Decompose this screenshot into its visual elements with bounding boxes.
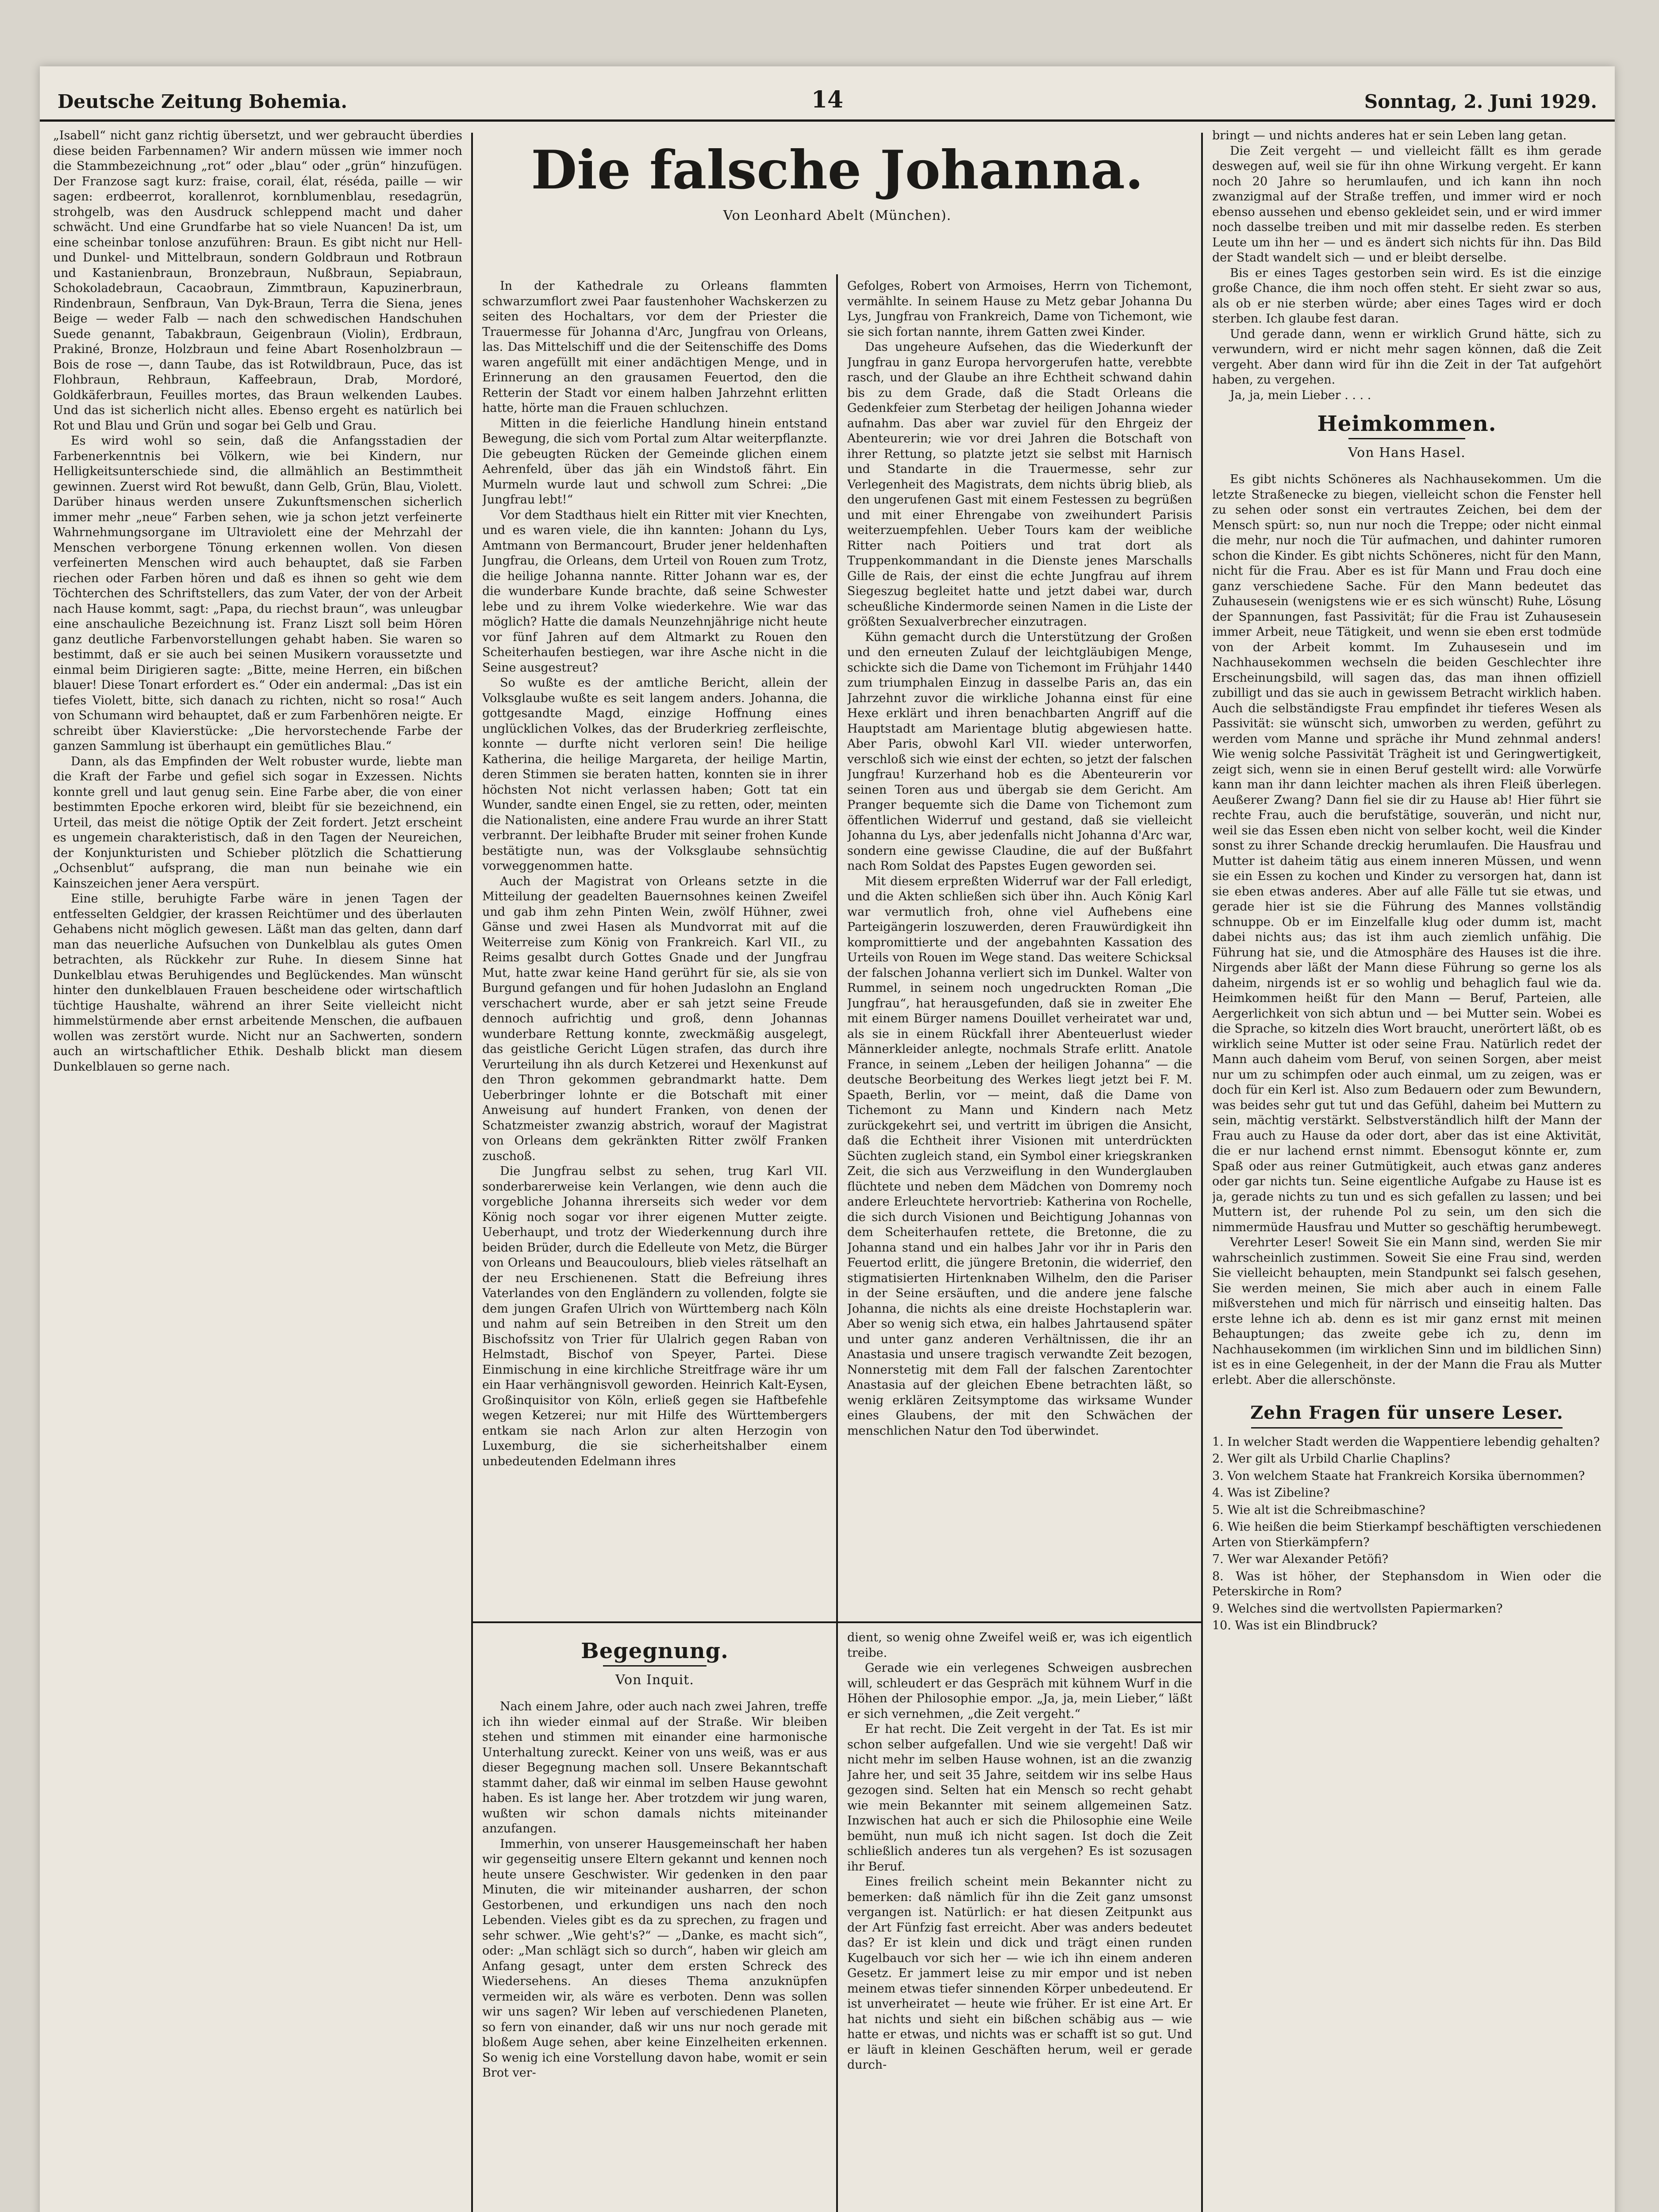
paragraph: Gefolges, Robert von Armoises, Herrn von Tichemont, vermählte. In seinem Hause zu Metz gebar Johanna Du Lys, Jungfrau von Frankreich, Dame von Tichemont, wie sie sich fortan nannte, ihrem Gatten zwei Kinder. (847, 279, 1192, 339)
question-list (1212, 1435, 1601, 1634)
paragraph: Die Jungfrau selbst zu sehen, trug Karl VII. sonderbarerweise kein Verlangen, wie denn auch die vorgebliche Johanna ihrerseits sich weder vor dem König noch sogar vor ihrer eigenen Mutter zeigte. Ueberhaupt, und trotz der Wiederkennung durch ihre beiden Brüder, durch die Edelleute von Metz, die Bürger von Orleans und Beaucoulours, blieb vieles rätselhaft an der neu Erschienenen. Statt die Befreiung ihres Vaterlandes von den Engländern zu vollenden, folgte sie dem jungen Grafen Ulrich von Württemberg nach Köln und nahm auf sein Betreiben in den Streit um den Bischofssitz von Trier für Ulalrich gegen Raban von Helmstadt, Bischof von Speyer, Partei. Diese Einmischung in eine kirchliche Streitfrage wäre ihr um ein Haar verhängnisvoll geworden. Heinrich Kalt-Eysen, Großinquisitor von Köln, erließ gegen sie Haftbefehle wegen Ketzerei; nur mit Hilfe des Württembergers entkam sie nach Arlon zur alten Herzogin von Luxemburg, die sie sicherheitshalber einem unbedeutenden Edelmann ihres (482, 1164, 827, 1468)
right-column (1212, 128, 1601, 2212)
paragraph: Nach einem Jahre, oder auch nach zwei Jahren, treffe ich ihn wieder einmal auf der Straße. Wir bleiben stehen und stimmen mit einander eine harmonische Unterhaltung zureckt. Keiner von uns weiß, was er aus dieser Begegnung machen soll. Unsere Bekanntschaft stammt daher, daß wir einmal im selben Hause gewohnt haben. Es ist lange her. Aber trotzdem wir jung waren, wußten wir schon damals nichts miteinander anzufangen. (482, 1700, 827, 1836)
question-item: 2. Wer gilt als Urbild Charlie Chaplins? (1212, 1452, 1450, 1466)
column-rule (471, 133, 473, 2212)
question-item: 10. Was ist ein Blindbruck? (1212, 1619, 1378, 1632)
article-column-2 (847, 279, 1192, 1615)
page-number: 14 (811, 86, 844, 113)
question-item: 8. Was ist höher, der Stephansdom in Wien oder die Peterskirche in Rom? (1212, 1569, 1601, 1598)
question-item: 9. Welches sind die wertvollsten Papiermarken? (1212, 1601, 1503, 1616)
column-rule (836, 274, 838, 1765)
paragraph: Mitten in die feierliche Handlung hinein entstand Bewegung, die sich vom Portal zum Altar weiterpflanzte. Die gebeugten Rücken der Gemeinde glichen einem Aehrenfeld, über das jäh ein Windstoß fährt. Ein Murmeln wurde laut und schwoll zum Schrei: „Die Jungfrau lebt!“ (482, 416, 827, 507)
question-item: 5. Wie alt ist die Schreibmaschine? (1212, 1503, 1425, 1517)
page-header (40, 66, 1615, 122)
paragraph: bringt — und nichts anderes hat er sein Leben lang getan. (1212, 129, 1567, 142)
paragraph: In der Kathedrale zu Orleans flammten schwarzumflort zwei Paar faustenhoher Wachskerzen zu seiten des Hochaltars, vor dem der Priester die Trauermesse für Johanna d'Arc, Jungfrau von Orleans, las. Das Mittelschiff und die der Seitenschiffe des Doms waren angefüllt mit einer andächtigen Menge, und in Erinnerung an den grausamen Feuertod, den die Retterin der Stadt vor einem halben Jahrzehnt erlitten hatte, hörte man die Frauen schluchzen. (482, 279, 827, 415)
begegnung-column-1 (482, 1630, 827, 2212)
section-rule (473, 1621, 1201, 1623)
paragraph: Es gibt nichts Schöneres als Nachhausekommen. Um die letzte Straßenecke zu biegen, vielleicht schon die Fenster hell zu sehen oder sonst ein vertrautes Zeichen, bei dem der Mensch spürt: so, nun nur noch die Treppe; oder nicht einmal die mehr, nur noch die Tür aufmachen, und dahinter rumoren schon die Kinder. Es gibt nichts Schöneres, nicht für den Mann, nicht für die Frau. Aber es ist für Mann und Frau doch eine ganz verschiedene Sache. Für den Mann bedeutet das Zuhausesein (wenigstens wie er es sich wünscht) Ruhe, Lösung der Spannungen, fast Passivität; für die Frau ist Zuhausesein immer Arbeit, neue Tätigkeit, und wenn sie eben erst todmüde von der Arbeit kommt. Im Zuhausesein und im Nachhausekommen wechseln die beiden Geschlechter ihre Erscheinungsbild, will sagen das, das man ihnen offiziell zubilligt und das sie auch in gewissem Betracht wirklich haben. Auch die selbständigste Frau empfindet ihr tieferes Wesen als Passivität: sie wünscht sich, umworben zu werden, geführt zu werden vom Manne und spräche ihr Mund zehnmal anders! Wie wenig solche Passivität Trägheit ist und Geringwertigkeit, zeigt sich, wenn sie in einen Beruf gestellt wird: alle Vorwürfe kann man ihr dann leichter machen als ihren Fleiß überlegen. Aeußerer Zwang? Dann fiel sie dir zu Hause ab! Hier führt sie rechte Frau, auch die berufstätige, souverän, und nicht nur, weil sie das Essen eben nicht von selber kocht, weil die Kinder sonst zu ihrer Schande dreckig herumlaufen. Die Hausfrau und Mutter ist daheim tätig aus einem inneren Müssen, und wenn sie ein Essen zu kochen und Kinder zu versorgen hat, dann ist sie eben etwas anderes. Aber auf alle Fälle tut sie etwas, und gerade hier ist sie die Führung des Mannes vollständig schnuppe. Ob er im Einzelfalle klug oder dumm ist, macht dabei nichts aus; das ist ihm auch ziemlich unfähig. Die Führung hat sie, und die Atmosphäre des Hauses ist die ihre. Nirgends aber läßt der Mann diese Führung so gerne los als daheim, nirgends ist er so wohlig und behaglich faul wie da. Heimkommen heißt für den Mann — Beruf, Parteien, alle Aergerlichkeit von sich abtun und — bei Mutter sein. Wobei es die Sprache, so kitzeln dies Wort braucht, unerörtert läßt, ob es wirklich seine Mutter ist oder seine Frau. Natürlich redet der Mann auch daheim vom Beruf, von seinen Sorgen, aber meist nur um zu schimpfen oder auch einmal, um zu zeigen, was er doch für ein Kerl ist. Also zum Bedauern oder zum Bewundern, was beides sehr gut tut und das Gefühl, daheim bei Muttern zu sein, mächtig verstärkt. Selbstverständlich hilft der Mann der Frau auch zu Hause da oder dort, aber das ist eine Aktivität, die er nur lachend ernst nimmt. Ebensogut könnte er, zum Spaß oder aus reiner Gutmütigkeit, auch etwas ganz anderes oder gar nichts tun. Seine eigentliche Aufgabe zu Hause ist es ja, gerade nichts zu tun und es sich gefallen zu lassen; und bei Muttern ist, der ruhende Pol zu sein, um den sich die nimmermüde Hausfrau und Mutter so geschäftig herumbewegt. (1212, 472, 1601, 1234)
article-column-1 (482, 279, 827, 1615)
paragraph: Vor dem Stadthaus hielt ein Ritter mit vier Knechten, und es waren viele, die ihn kannten: Johann du Lys, Amtmann von Bermancourt, Bruder jener heldenhaften Jungfrau, die Orleans, dem Urteil von Rouen zum Trotz, die heilige Johanna nannte. Ritter Johann war es, der die wunderbare Kunde brachte, daß seine Schwester lebe und zu ihrem Volke wiederkehre. Wie war das möglich? Hatte die damals Neunzehnjährige nicht heute vor fünf Jahren auf dem Altmarkt zu Rouen den Scheiterhaufen bestiegen, war ihre Asche nicht in die Seine ausgestreut? (482, 508, 827, 675)
article-byline: Von Leonhard Abelt (München). (723, 208, 952, 223)
begegnung-column-2 (847, 1630, 1192, 2212)
paragraph: Verehrter Leser! Soweit Sie ein Mann sind, werden Sie mir wahrscheinlich zustimmen. Soweit Sie eine Frau sind, werden Sie vielleicht behaupten, mein Standpunkt sei falsch gesehen, Sie werden meinen, Sie mich aber auch in einem Falle mißverstehen und mich für närrisch und einseitig halten. Das erste lehne ich ab. denn es ist mir ganz ernst mit meinen Behauptungen; das zweite gebe ich zu, denn im Nachhausekommen (im wirklichen Sinn und im bildlichen Sinn) ist es in eine Gelegenheit, in der der Mann die Frau als Mutter erlebt. Aber die allerschönste. (1212, 1236, 1601, 1387)
left-column (53, 128, 462, 2212)
title-underline (1348, 438, 1465, 439)
paragraph: Das ungeheure Aufsehen, das die Wiederkunft der Jungfrau in ganz Europa hervorgerufen hatte, verebbte rasch, und der Glaube an ihre Echtheit schwand dahin bis zu dem Grade, daß die Stadt Orleans die Gedenkfeier zum Sterbetag der heiligen Johanna wieder aufnahm. Das aber war zuviel für den Ehrgeiz der Abenteurerin; wie vor drei Jahren die Botschaft von ihrer Rettung, so platzte jetzt sie selbst mit Harnisch und Standarte in die Trauermesse, sehr zur Verlegenheit des Magistrats, dem nichts übrig blieb, als den ungerufenen Gast mit einem Festessen zu begrüßen und mit einer Ehrengabe von zweihundert Parisis weiterzuempfehlen. Ueber Tours kam der weibliche Ritter nach Poitiers und trat dort als Truppenkommandant in die Dienste jenes Marschalls Gille de Rais, der einst die echte Jungfrau auf ihrem Siegeszug begleitet hatte und jetzt dabei war, durch scheußliche Kindermorde seinen Namen in die Liste der größten Sexualverbrecher einzutragen. (847, 340, 1192, 629)
paragraph: Bis er eines Tages gestorben sein wird. Es ist die einzige große Chance, die ihm noch offen steht. Er sieht zwar so aus, als ob er nie sterben würde; aber eines Tages wird er doch sterben. Ich glaube fest daran. (1212, 266, 1601, 326)
column-rule (836, 1628, 838, 2212)
paragraph: Mit diesem erpreßten Widerruf war der Fall erledigt, und die Akten schließen sich über ihn. Auch König Karl war vermutlich froh, ohne viel Aufhebens eine Parteigängerin loszuwerden, deren Frauwürdigkeit ihn kompromittierte und der angebahnten Kassation des Urteils von Rouen im Wege stand. Das weitere Schicksal der falschen Johanna verliert sich im Dunkel. Walter von Rummel, in seinem noch ungedruckten Roman „Die Jungfrau“, hat herausgefunden, daß sie in zweiter Ehe mit einem Bürger namens Douillet verheiratet war und, als sie in einem Rückfall ihrer Abenteuerlust wieder Männerkleider anlegte, nochmals Strafe erlitt. Anatole France, in seinem „Leben der heiligen Johanna“ — die deutsche Beorbeitung des Werkes liegt jetzt bei F. M. Spaeth, Berlin, vor — meint, daß die Dame von Tichemont zu Mann und Kindern nach Metz zurückgekehrt sei, und vertritt im übrigen die Ansicht, daß die Echtheit ihrer Visionen mit unterdrückten Süchten zugleich stand, ein Symbol einer kriegskranken Zeit, die sich aus Verzweiflung in den Wunderglauben flüchtete und neben dem Mädchen von Domremy noch andere Erleuchtete hervortrieb: Katherina von Rochelle, die sich durch Visionen und Beichtigung Johannas von dem Scheiterhaufen rettete, die Bretonne, die zu Johanna stand und ein halbes Jahr vor ihr in Paris den Feuertod erlitt, die jüngere Bretonin, die widerrief, den stigmatisierten Hirtenknaben Wilhelm, den die Pariser in der Seine ersäuften, und die andere jene falsche Johanna, die nichts als eine dreiste Hochstaplerin war. Aber so wenig sich etwa, ein halbes Jahrtausend später und unter ganz anderen Verhältnissen, die ihr an Anastasia und unsere tragisch verwandte Zeit bezogen, Nonnerstetig mit dem Fall der falschen Zarentochter Anastasia auf der gleichen Ebene betrachten läßt, so wenig erklären Zeitsymptome das wirksame Wunder eines Glaubens, der mit den Schwächen der menschlichen Natur den Tod überwindet. (847, 874, 1192, 1438)
paragraph: dient, so wenig ohne Zweifel weiß er, was ich eigentlich treibe. (847, 1631, 1192, 1660)
paragraph: Er hat recht. Die Zeit vergeht in der Tat. Es ist mir schon selber aufgefallen. Und wie sie vergeht! Daß wir nicht mehr im selben Hause wohnen, ist an die zwanzig Jahre her, und seit 35 Jahre, seitdem wir ins selbe Haus gezogen sind. Selten hat ein Mensch so recht gehabt wie mein Bekannter mit seinem allgemeinen Satz. Inzwischen hat auch er sich die Philosophie eine Weile bemüht, nun muß ich nicht sagen. Ist doch die Zeit schließlich anderes tun als vergehen? Es ist sozusagen ihr Beruf. (847, 1722, 1192, 1874)
column-rule (1201, 133, 1203, 2212)
paragraph: Die Zeit vergeht — und vielleicht fällt es ihm gerade deswegen auf, weil sie für ihn ohne Wirkung vergeht. Er kann noch 20 Jahre so herumlaufen, und ich kann ihn noch zwanzigmal auf der Straße treffen, und immer wird er noch ebenso aussehen und ebenso gekleidet sein, und er wird immer noch dasselbe treiben und mit mir dasselbe reden. Es sterben Leute um ihn her — und es ändert sich nichts für ihn. Das Bild der Stadt wandelt sich — und er bleibt derselbe. (1212, 144, 1601, 265)
paragraph: Kühn gemacht durch die Unterstützung der Großen und den erneuten Zulauf der leichtgläubigen Menge, schickte sich die Dame von Tichemont im Frühjahr 1440 zum triumphalen Einzug in dasselbe Paris an, das ein Jahrzehnt zuvor die wirkliche Johanna einst für eine Hexe erklärt und ihren benachbarten Angriff auf die Hauptstadt am Marientage blutig abgewiesen hatte. Aber Paris, obwohl Karl VII. wieder unterworfen, verschloß sich wie einst der echten, so jetzt der falschen Jungfrau! Kurzerhand hob es die Abenteurerin vor seinen Toren aus und übergab sie dem Gericht. Am Pranger bequemte sich die Dame von Tichemont zum öffentlichen Widerruf und gestand, daß sie vielleicht Johanna du Lys, aber jedenfalls nicht Johanna d'Arc war, sondern eine gewisse Claudine, die auf der Bußfahrt nach Rom Soldat des Papstes Eugen geworden sei. (847, 630, 1192, 873)
zehn-fragen-title: Zehn Fragen für unsere Leser. (1250, 1402, 1563, 1423)
paragraph: Ja, ja, mein Lieber . . . . (1230, 388, 1371, 402)
newspaper-page (40, 66, 1615, 2212)
question-item: 1. In welcher Stadt werden die Wappentiere lebendig gehalten? (1212, 1435, 1600, 1449)
question-item: 4. Was ist Zibeline? (1212, 1486, 1330, 1500)
paragraph: Eine stille, beruhigte Farbe wäre in jenen Tagen der entfesselten Geldgier, der krassen Reichtümer und des überlauten Gehabens nicht möglich gewesen. Läßt man das gelten, dann darf man das neuerliche Aufsuchen von Dunkelblau als gutes Omen betrachten, als Rückkehr zur Ruhe. In diesem Sinne hat Dunkelblau etwas Beruhigendes und Beglückendes. Man wünscht hinter den dunkelblauen Frauen bescheidene oder wirtschaftlich tüchtige Haushalte, während an ihrer Seite vielleicht nicht himmelstürmende aber ernst arbeitende Menschen, die aufbauen wollen was zerstört wurde. Nicht nur an Sachwerten, sondern auch an wirtschaftlicher Ethik. Deshalb blickt man diesem Dunkelblauen so gerne nach. (53, 892, 462, 1074)
begegnung-byline: Von Inquit. (615, 1672, 694, 1688)
issue-date: Sonntag, 2. Juni 1929. (1364, 91, 1597, 112)
title-underline (1251, 1427, 1563, 1429)
begegnung-title: Begegnung. (581, 1639, 729, 1663)
heimkommen-title: Heimkommen. (1317, 411, 1497, 436)
paragraph: „Isabell“ nicht ganz richtig übersetzt, und wer gebraucht überdies diese beiden Farbennamen? Wir andern müssen wie immer noch die Stammbezeichnung „rot“ oder „blau“ oder „grün“ hinzufügen. Der Franzose sagt kurz: fraise, corail, élat, réséda, paille — wir sagen: erdbeerrot, korallenrot, kornblumenblau, resedagrün, strohgelb, was den Ausdruck schleppend macht und daher schwächt. Und eine Grundfarbe hat so viele Nuancen! Da ist, um eine scheinbar tonlose anzuführen: Braun. Es gibt nicht nur Hell- und Dunkel- und Mittelbraun, sondern Goldbraun und Rotbraun und Kastanienbraun, Bronzebraun, Nußbraun, Sepiabraun, Schokoladebraun, Cacaobraun, Zimmtbraun, Kapuzinerbraun, Rindenbraun, Senfbraun, Van Dyk-Braun, Terra die Siena, jenes Beige — weder Falb — nach den schwedischen Handschuhen Suede genannt, Tabakbraun, Geigenbraun (Violin), Erdbraun, Prakiné, Bronze, Holzbraun und feine Abart Rosenholzbraun — Bois de rose —, dann Taube, das ist Rotwildbraun, Puce, das ist Flohbraun, Rehbraun, Kaffeebraun, Drab, Mordoré, Goldkäferbraun, Feuilles mortes, das Braun welkenden Laubes. Und das ist sicherlich nicht alles. Ebenso ergeht es natürlich bei Rot und Blau und Grün und sogar bei Gelb und Grau. (53, 129, 462, 433)
heimkommen-byline: Von Hans Hasel. (1348, 445, 1466, 461)
article-header (482, 133, 1192, 235)
paragraph: Und gerade dann, wenn er wirklich Grund hätte, sich zu verwundern, wird er nicht mehr sagen können, daß die Zeit vergeht. Aber dann wird für ihn die Zeit in der Tat aufgehört haben, zu vergehen. (1212, 327, 1601, 387)
article-title: Die falsche Johanna. (531, 139, 1144, 201)
paragraph: Eines freilich scheint mein Bekannter nicht zu bemerken: daß nämlich für ihn die Zeit ganz umsonst vergangen ist. Natürlich: er hat diesen Zeitpunkt aus der Art Fünfzig fast erreicht. Aber was anders bedeutet das? Er ist klein und dick und trägt einen runden Kugelbauch vor sich her — wie ich ihn einem anderen Gesetz. Er jammert leise zu mir empor und ist neben meinem etwas tiefer sinnenden Körper unbedeutend. Er ist unverheiratet — heute wie früher. Er ist eine Art. Er hat nichts und sieht ein bißchen schäbig aus — wie hatte er etwas, und nichts was er schafft ist so gut. Und er läuft in kleinen Geschäften herum, weil er gerade durch- (847, 1875, 1192, 2072)
paragraph: Auch der Magistrat von Orleans setzte in die Mitteilung der geadelten Bauernsohnes keinen Zweifel und gab ihm zehn Pinten Wein, zwölf Hühner, zwei Gänse und zwei Hasen als Mundvorrat mit auf die Weiterreise zum König von Frankreich. Karl VII., zu Reims gesalbt durch Gottes Gnade und der Jungfrau Mut, hatte zwar keine Hand gerührt für sie, als sie von Burgund gefangen und für hohen Judaslohn an England verschachert wurde, aber er sah jetzt seine Freude dennoch aufrichtig und groß, denn Johannas wunderbare Rettung konnte, zweckmäßig ausgelegt, das geistliche Gericht Lügen strafen, das durch ihre Verurteilung ihn als durch Ketzerei und Hexenkunst auf den Thron gekommen gebrandmarkt hatte. Dem Ueberbringer lohnte er die Botschaft mit einer Anweisung auf hundert Franken, von denen der Schatzmeister zwanzig abstrich, worauf der Magistrat von Orleans dem gekränkten Ritter zwölf Franken zuschoß. (482, 874, 827, 1163)
title-underline (603, 1665, 707, 1667)
paragraph: Es wird wohl so sein, daß die Anfangsstadien der Farbenerkenntnis bei Völkern, wie bei Kindern, nur Helligkeitsunterschiede sind, die allmählich an Bestimmtheit gewinnen. Zuerst wird Rot bewußt, dann Gelb, Grün, Blau, Violett. Darüber hinaus werden unsere Zukunftsmenschen sicherlich immer mehr „neue“ Farben sehen, wie ja schon jetzt verfeinerte Wahrnehmungsorgane im Ultraviolett eine der Mehrzahl der Menschen verborgene Tönung erkennen wollen. Von diesen verfeinerten Menschen wird auch behauptet, daß sie Farben riechen oder Farben hören und daß es ihnen so geht wie dem Töchterchen des Schriftstellers, das zum Vater, der von der Arbeit nach Hause kommt, sagt: „Papa, du riechst braun“, was unleugbar eine anschauliche Bezeichnung ist. Franz Liszt soll beim Hören ganz deutliche Farbenvorstellungen gehabt haben. Sie waren so bestimmt, daß er sie auch bei seinen Musikern voraussetzte und einmal beim Dirigieren sagte: „Bitte, meine Herren, ein bißchen blauer! Diese Tonart erfordert es.“ Oder ein andermal: „Das ist ein tiefes Violett, bitte, sich danach zu richten, nicht so rosa!“ Auch von Schumann wird behauptet, daß er zum Farbenhören neigte. Er schreibt über Klavierstücke: „Die hervorstechende Farbe der ganzen Sammlung ist überhaupt ein gemütliches Blau.“ (53, 434, 462, 753)
question-item: 6. Wie heißen die beim Stierkampf beschäftigten verschiedenen Arten von Stierkämpfern? (1212, 1520, 1601, 1549)
question-item: 7. Wer war Alexander Petöfi? (1212, 1552, 1389, 1566)
newspaper-name: Deutsche Zeitung Bohemia. (58, 91, 347, 112)
paragraph: Immerhin, von unserer Hausgemeinschaft her haben wir gegenseitig unsere Eltern gekannt und kennen noch heute unsere Geschwister. Wir gedenken in den paar Minuten, die wir miteinander ausharren, der schon Gestorbenen, und erkundigen uns nach den noch Lebenden. Vieles gibt es da zu sprechen, zu fragen und sehr schwer. „Wie geht's?“ — „Danke, es macht sich“, oder: „Man schlägt sich so durch“, haben wir gleich am Anfang gesagt, unter dem ersten Schreck des Wiedersehens. An dieses Thema anzuknüpfen vermeiden wir, als wäre es verboten. Denn was sollen wir uns sagen? Wir leben auf verschiedenen Planeten, so fern von einander, daß wir uns nur noch gerade mit bloßem Auge sehen, aber keine Einzelheiten erkennen. So wenig ich eine Vorstellung davon habe, womit er sein Brot ver- (482, 1837, 827, 2080)
question-item: 3. Von welchem Staate hat Frankreich Korsika übernommen? (1212, 1469, 1585, 1483)
paragraph: Gerade wie ein verlegenes Schweigen ausbrechen will, schleudert er das Gespräch mit kühnem Wurf in die Höhen der Philosophie empor. „Ja, ja, mein Lieber,“ läßt er sich vernehmen, „die Zeit vergeht.“ (847, 1661, 1192, 1721)
paragraph: Dann, als das Empfinden der Welt robuster wurde, liebte man die Kraft der Farbe und gefiel sich sogar in Exzessen. Nichts konnte grell und laut genug sein. Eine Farbe aber, die von einer bestimmten Epoche erkoren wird, bleibt für sie bezeichnend, ein Urteil, das meist die nötige Optik der Zeit fordert. Jetzt erscheint es ungemein charakteristisch, daß in den Tagen der Neureichen, der Konjunkturisten und Schieber plötzlich die Schattierung „Ochsenblut“ aufsprang, die man nun beinahe wie ein Kainszeichen jener Aera verspürt. (53, 754, 462, 891)
paragraph: So wußte es der amtliche Bericht, allein der Volksglaube wußte es seit langem anders. Johanna, die gottgesandte Magd, einzige Hoffnung eines unglücklichen Volkes, das der Bruderkrieg zerfleischte, konnte — durfte nicht verloren sein! Die heilige Katherina, die heilige Margareta, der heilige Martin, deren Stimmen sie beraten hatten, konnten sie in ihrer höchsten Not nicht verlassen haben; Gott tat ein Wunder, sandte einen Engel, sie zu retten, oder, meinten die Nationalisten, eine andere Frau wurde an ihrer Statt verbrannt. Der leibhafte Bruder mit seiner frohen Kunde bestätigte nun, was der Volksglaube sehnsüchtig vorweggenommen hatte. (482, 676, 827, 873)
